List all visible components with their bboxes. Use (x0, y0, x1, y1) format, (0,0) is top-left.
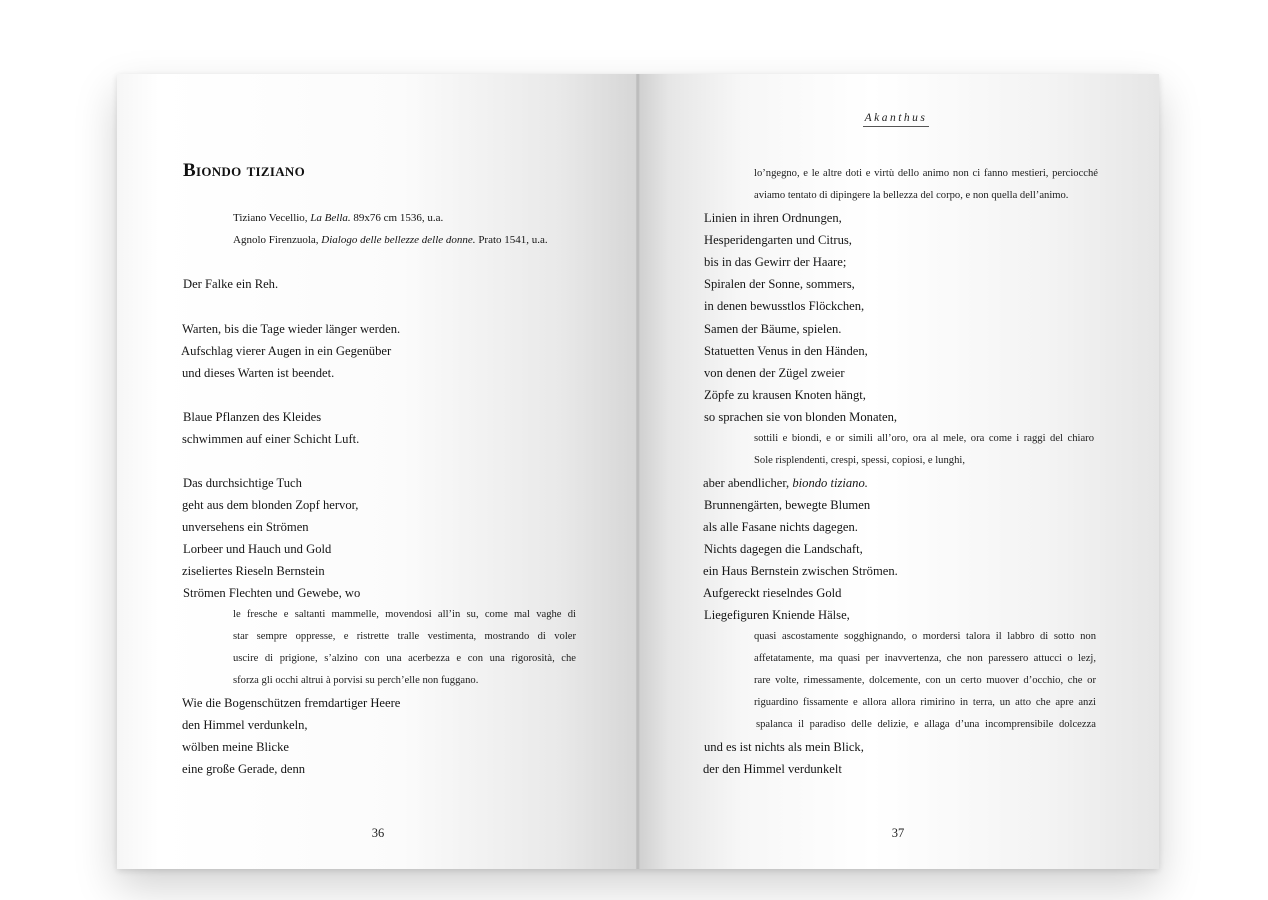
poem-line: Samen der Bäume, spielen. (704, 322, 842, 336)
poem-line: so sprachen sie von blonden Monaten, (704, 410, 898, 424)
quote-line: star sempre oppresse, e ristrette tralle vestimenta, mostrando di voler (233, 631, 576, 642)
reference-details: 89x76 cm 1536, u.a. (353, 212, 444, 224)
book-gutter (636, 74, 640, 869)
poem-line: Zöpfe zu krausen Knoten hängt, (704, 388, 866, 402)
open-book (117, 74, 1159, 869)
quote-line: affetatamente, ma quasi per inavvertenza, che non paressero attucci o lezj, (754, 653, 1096, 664)
poem-line: Aufschlag vierer Augen in ein Gegenüber (181, 344, 392, 358)
poem-line: eine große Gerade, denn (182, 762, 306, 776)
quote-line: le fresche e saltanti mammelle, movendosi all’in su, come mal vaghe di (233, 609, 576, 620)
poem-line: Strömen Flechten und Gewebe, wo (183, 586, 361, 600)
poem-line (703, 475, 868, 491)
poem-line: der den Himmel verdunkelt (703, 762, 842, 776)
poem-line: Das durchsichtige Tuch (183, 476, 302, 490)
quote-line: Sole risplendenti, crespi, spessi, copiosi, e lunghi, (754, 455, 965, 466)
running-header: Akanthus (863, 112, 929, 127)
reference-work: Dialogo delle bellezze delle donne. (321, 234, 476, 246)
reference-work: La Bella. (310, 212, 351, 224)
quote-line: sforza gli occhi altrui à porvisi su perch’elle non fuggano. (233, 675, 479, 686)
reference-line (233, 232, 548, 248)
poem-line: unversehens ein Strömen (182, 520, 309, 534)
quote-line: sottili e biondi, e or simili all’oro, ora al mele, ora come i raggi del chiaro (754, 433, 1094, 444)
poem-line: Statuetten Venus in den Händen, (704, 344, 868, 358)
poem-line: den Himmel verdunkeln, (182, 718, 308, 732)
poem-line: Nichts dagegen die Landschaft, (704, 542, 863, 556)
poem-line: Aufgereckt rieselndes Gold (703, 586, 842, 600)
poem-line: Liegefiguren Kniende Hälse, (704, 608, 850, 622)
poem-line: von denen der Zügel zweier (704, 366, 845, 380)
poem-line: ziseliertes Rieseln Bernstein (182, 564, 325, 578)
quote-line: quasi ascostamente sogghignando, o mordersi talora il labbro di sotto non (754, 631, 1096, 642)
poem-line: und dieses Warten ist beendet. (182, 366, 335, 380)
poem-line: in denen bewusstlos Flöckchen, (704, 299, 865, 313)
poem-line: wölben meine Blicke (182, 740, 290, 754)
quote-line: spalanca il paradiso delle delizie, e allaga d’una incomprensibile dolcezza (756, 719, 1096, 730)
poem-line: Spiralen der Sonne, sommers, (704, 277, 855, 291)
page-title: Biondo tiziano (183, 160, 306, 181)
poem-line: Lorbeer und Hauch und Gold (183, 542, 332, 556)
quote-line: lo’ngegno, e le altre doti e virtù dello animo non ci fanno mestieri, perciocché (754, 168, 1098, 179)
poem-line: als alle Fasane nichts dagegen. (703, 520, 858, 534)
quote-line: uscire di prigione, s’alzino con una acerbezza e con una rigorosità, che (233, 653, 576, 664)
right-page (638, 74, 1159, 869)
poem-line: Wie die Bogenschützen fremdartiger Heere (182, 696, 401, 710)
poem-line: bis in das Gewirr der Haare; (704, 255, 847, 269)
reference-author: Tiziano Vecellio, (233, 212, 308, 224)
poem-line: Der Falke ein Reh. (183, 277, 279, 291)
poem-line: schwimmen auf einer Schicht Luft. (182, 432, 360, 446)
quote-line: rare volte, rimessamente, dolcemente, con un certo muover d’occhio, che or (754, 675, 1096, 686)
poem-line: ein Haus Bernstein zwischen Strömen. (703, 564, 898, 578)
poem-text: aber abendlicher, (703, 476, 790, 490)
poem-line: Hesperidengarten und Citrus, (704, 233, 852, 247)
reference-line (233, 210, 443, 226)
reference-details: Prato 1541, u.a. (478, 234, 548, 246)
left-page (117, 74, 638, 869)
poem-line: Warten, bis die Tage wieder länger werden. (182, 322, 401, 336)
poem-line: Brunnengärten, bewegte Blumen (704, 498, 871, 512)
page-number: 37 (891, 826, 905, 840)
poem-line: geht aus dem blonden Zopf hervor, (182, 498, 359, 512)
poem-line: Blaue Pflanzen des Kleides (183, 410, 322, 424)
quote-line: riguardino fissamente e allora allora rimirino in terra, un atto che apre anzi (754, 697, 1096, 708)
poem-italic-text: biondo tiziano. (792, 476, 868, 490)
page-number: 36 (371, 826, 385, 840)
poem-line: Linien in ihren Ordnungen, (704, 211, 842, 225)
poem-line: und es ist nichts als mein Blick, (704, 740, 864, 754)
quote-line: aviamo tentato di dipingere la bellezza del corpo, e non quella dell’animo. (754, 190, 1069, 201)
reference-author: Agnolo Firenzuola, (233, 234, 319, 246)
